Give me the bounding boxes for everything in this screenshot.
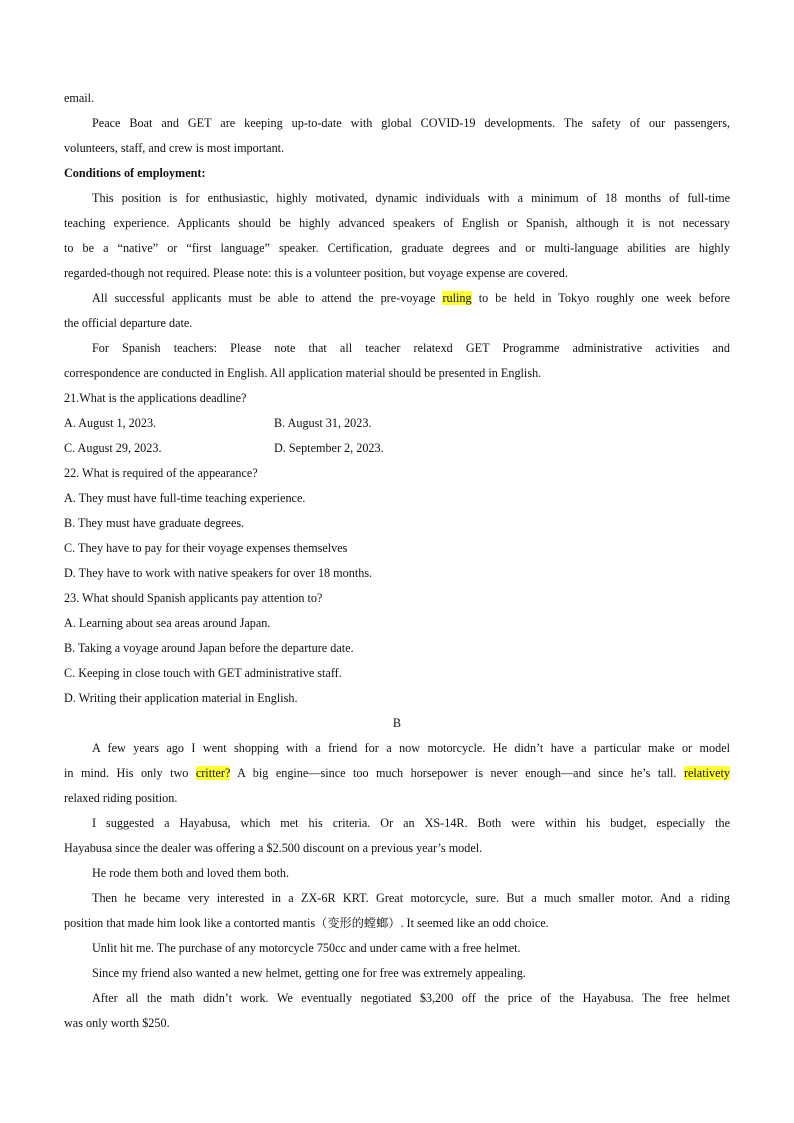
option-b: B. August 31, 2023. [274,416,372,430]
highlighted-word: critter? [195,766,231,780]
question-stem: 22. What is required of the appearance? [64,466,258,480]
paragraph-line: Hayabusa since the dealer was offering a $2.500 discount on a previous year’s model. [64,841,483,855]
text-run: All successful applicants must be able to attend the pre-voyage [92,291,443,305]
highlighted-word: relativety [683,766,730,780]
text-run: in mind. His only two [64,766,196,780]
section-label: B [392,716,402,730]
text-run: to be held in Tokyo roughly one week before [471,291,730,305]
option-b: B. They must have graduate degrees. [64,516,245,530]
paragraph-line: I suggested a Hayabusa, which met his criteria. Or an XS-14R. Both were within his budget, especially the [92,816,730,830]
paragraph-line: to be a “native” or “first language” speaker. Certification, graduate degrees and or multi-language abilities are highly [64,241,730,255]
paragraph-line: email. [64,91,95,105]
option-a: A. Learning about sea areas around Japan. [64,616,271,630]
highlighted-word: ruling [442,291,472,305]
paragraph-line: After all the math didn’t work. We eventually negotiated $3,200 off the price of the Hayabusa. The free helmet [92,991,730,1005]
option-d: D. September 2, 2023. [274,441,384,455]
paragraph-line: Then he became very interested in a ZX-6R KRT. Great motorcycle, sure. But a much smaller motor. And a riding [92,891,730,905]
paragraph-line [64,761,730,786]
paragraph-line: Unlit hit me. The purchase of any motorcycle 750cc and under came with a free helmet. [92,941,521,955]
option-b: B. Taking a voyage around Japan before the departure date. [64,641,354,655]
paragraph-line: position that made him look like a contorted mantis（变形的螳螂）. It seemed like an odd choice. [64,916,549,930]
paragraph-line: Since my friend also wanted a new helmet, getting one for free was extremely appealing. [92,966,526,980]
text-run: A big engine—since too much horsepower is never enough—and since he’s tall. [230,766,684,780]
paragraph-line: regarded-though not required. Please note: this is a volunteer position, but voyage expense are covered. [64,266,568,280]
paragraph-line: He rode them both and loved them both. [92,866,289,880]
option-c: C. Keeping in close touch with GET administrative staff. [64,666,342,680]
option-row [64,411,730,436]
option-a: A. They must have full-time teaching experience. [64,491,306,505]
paragraph-line: relaxed riding position. [64,791,178,805]
question-stem: 23. What should Spanish applicants pay attention to? [64,591,323,605]
paragraph-line: the official departure date. [64,316,193,330]
paragraph-line: teaching experience. Applicants should be highly advanced speakers of English or Spanish, although it is not necessary [64,216,730,230]
option-d: D. They have to work with native speakers for over 18 months. [64,566,373,580]
paragraph-line: For Spanish teachers: Please note that all teacher relatexd GET Programme administrative activities and [92,341,730,355]
paragraph-line: This position is for enthusiastic, highly motivated, dynamic individuals with a minimum of 18 months of full-time [92,191,730,205]
paragraph-line: Peace Boat and GET are keeping up-to-date with global COVID-19 developments. The safety of our passengers, [92,116,730,130]
paragraph-line: was only worth $250. [64,1016,170,1030]
option-c: C. August 29, 2023. [64,441,162,455]
paragraph-line [64,286,730,311]
option-c: C. They have to pay for their voyage expenses themselves [64,541,348,555]
question-stem: 21.What is the applications deadline? [64,391,247,405]
option-a: A. August 1, 2023. [64,416,157,430]
paragraph-line: correspondence are conducted in English. All application material should be presented in English. [64,366,542,380]
document-page [64,86,730,1036]
section-heading: Conditions of employment: [64,166,206,180]
option-d: D. Writing their application material in English. [64,691,298,705]
paragraph-line: A few years ago I went shopping with a friend for a now motorcycle. He didn’t have a particular make or model [92,741,730,755]
paragraph-line: volunteers, staff, and crew is most important. [64,141,285,155]
option-row [64,436,730,461]
